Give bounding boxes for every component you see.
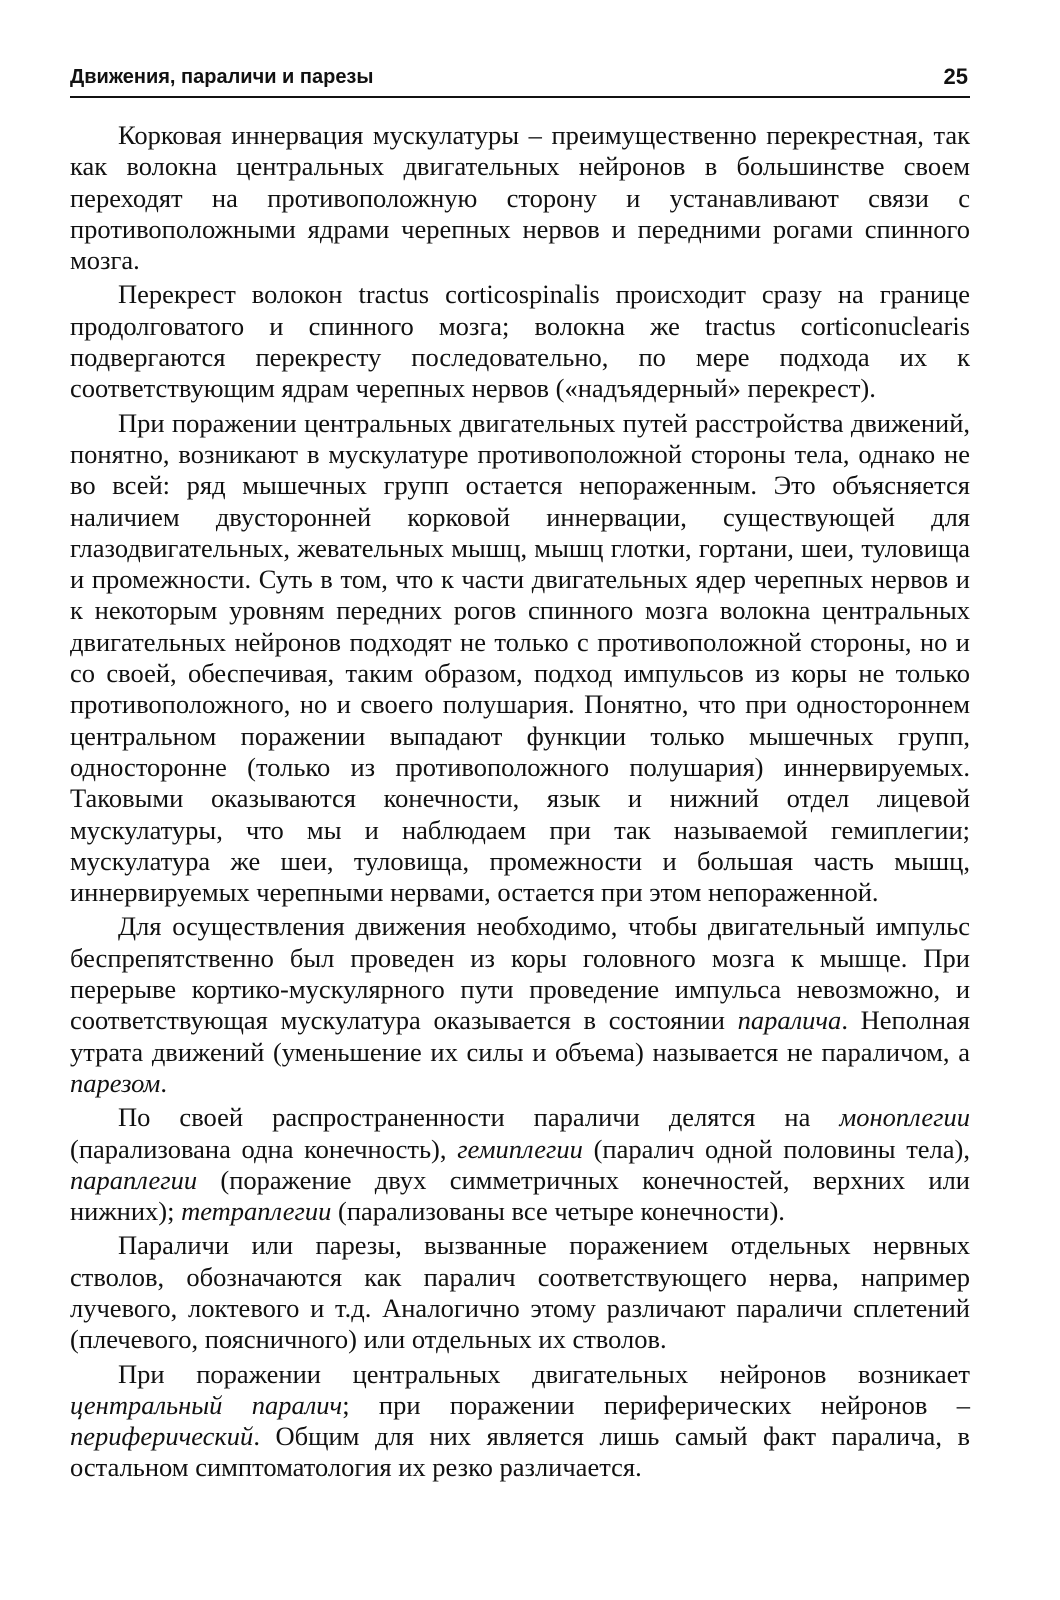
paragraph-text: ; при поражении периферических нейронов – [342,1389,970,1420]
term-parez: парезом [70,1067,161,1098]
paragraph-text: По своей распространенности параличи делятся на [118,1102,840,1133]
paragraph-text: . Общим для них является лишь самый факт паралича, в остальном симптоматология их резко различается. [70,1421,970,1483]
page-number: 25 [943,64,968,89]
term-hemiplegia: гемиплегии [457,1133,583,1164]
paragraph-text: (парализована одна конечность), [70,1133,458,1164]
paragraph [70,911,970,1099]
paragraph-text: (паралич одной половины тела), [582,1133,970,1164]
term-tetraplegia: тетраплегии [181,1196,332,1227]
text-body [70,120,970,1487]
section-title: Движения, параличи и парезы [70,66,374,88]
paragraph [70,1359,970,1484]
term-paralich: паралича [737,1005,842,1036]
paragraph: Перекрест волокон tractus corticospinalis происходит сразу на границе продолговатого и спинного мозга; волокна же tractus corticonuclearis подвергаются перекресту последовательно, по мере подхода их к соответствующим ядрам черепных нервов («надъядерный» перекрест). [70,279,970,404]
term-monoplegia: моноплегии [839,1102,970,1133]
paragraph: Параличи или парезы, вызванные поражением отдельных нервных стволов, обозначаются как паралич соответствующего нерва, например лучевого, локтевого и т.д. Аналогично этому различают параличи сплетений (плечевого, поясничного) или отдельных их стволов. [70,1230,970,1355]
paragraph: Корковая иннервация мускулатуры – преимущественно перекрестная, так как волокна центральных двигательных нейронов в большинстве своем переходят на противоположную сторону и устанавливают связи с противоположными ядрами черепных нервов и передними рогами спинного мозга. [70,120,970,276]
term-paraplegia: параплегии [70,1164,198,1195]
term-central-paralysis: центральный паралич [70,1389,343,1420]
running-header [70,62,970,98]
paragraph-text: (парализованы все четыре конечности). [331,1196,785,1227]
paragraph [70,1102,970,1227]
paragraph-text: (поражение двух симметричных конечностей, верхних или нижних); [70,1164,970,1227]
term-peripheral: периферический [70,1421,254,1452]
paragraph: При поражении центральных двигательных путей расстройства движений, понятно, возникают в мускулатуре противоположной стороны тела, однако не во всей: ряд мышечных групп остается непораженным. Это объясняется наличием двусторонней корковой иннервации, существующей для глазодвигательных, жевательных мышц, мышц глотки, гортани, шеи, туловища и промежности. Суть в том, что к части двигательных ядер черепных нервов и к некоторым уровням передних рогов спинного мозга волокна центральных двигательных нейронов подходят не только с противоположной стороны, но и со своей, обеспечивая, таким образом, подход импульсов из коры не только противоположного, но и своего полушария. Понятно, что при одностороннем центральном поражении выпадают функции только мышечных групп, односторонне (только из противоположного полушария) иннервируемых. Таковыми оказываются конечности, язык и нижний отдел лицевой мускулатуры, что мы и наблюдаем при так называемой гемиплегии; мускулатура же шеи, туловища, промежности и большая часть мышц, иннервируемых черепными нервами, остается при этом непораженной. [70,407,970,908]
paragraph-text: При поражении центральных двигательных нейронов возникает [118,1358,970,1389]
paragraph-text: Для осуществления движения необходимо, чтобы двигательный импульс беспрепятственно был проведен из коры головного мозга к мышце. При перерыве кортико-мускулярного пути проведение импульса невозможно, и соответствующая мускулатура оказывается в состоянии [70,911,970,1036]
paragraph-text: . Неполная утрата движений (уменьшение их силы и объема) называется не параличом, а [70,1005,970,1067]
paragraph-text: . [160,1067,167,1098]
